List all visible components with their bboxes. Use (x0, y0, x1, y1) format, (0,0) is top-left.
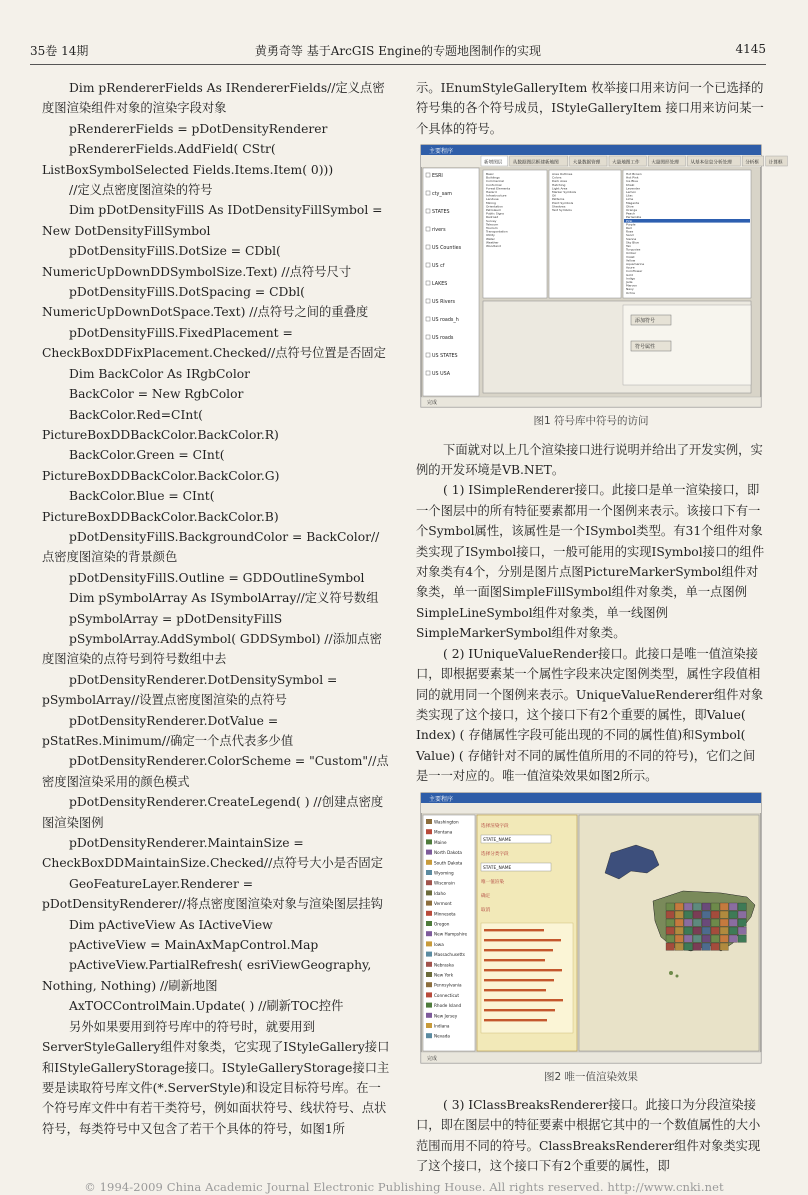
list-entry: Patterns (552, 197, 565, 202)
list-entry: Hot Brown (626, 172, 642, 177)
map-state (711, 903, 719, 910)
figure-1-caption: 图1 符号库中符号的访问 (533, 415, 649, 428)
list-entry: Petroleum (486, 208, 502, 213)
legend-label: Washington (434, 819, 459, 825)
tab-label: 新增图层 (484, 160, 503, 166)
list-entry: Tourism (486, 226, 498, 231)
legend-label: Montana (434, 829, 453, 835)
legend-label: Massachusetts (434, 951, 465, 957)
code-line: pDotDensityFillS.DotSize = CDbl( NumericUpDownDDSymbolSize.Text) //点符号尺寸 (42, 244, 352, 279)
list-entry: Railroad (486, 215, 499, 220)
map-state (666, 919, 674, 926)
tab-strip (421, 803, 761, 813)
info-line (484, 989, 546, 991)
code-line: Dim pRendererFields As IRendererFields//定义点密度图渲染组件对象的渲染字段对象 (42, 81, 385, 116)
map-state (666, 943, 674, 950)
body-paragraph: ( 2) IUniqueValueRender接口。此接口是唯一值渲染接口，即根据要素某一个属性字段来决定图例类型，属性字段值相同的就用同一个图例来表示。UniqueValueRenderer组件对象类实现了这个接口，这个接口下有2个重要的属性，即Value( Index) ( 存储属性字段可能出现的不同的属性值)和Symbol( Value) ( 存储针对不同的属性值所用的不同的符号)，它们之间是一一对应的。唯一值渲染效果如图2所示。 (416, 646, 764, 784)
info-line (484, 999, 563, 1001)
map-state (738, 903, 746, 910)
legend-label: Vermont (434, 900, 452, 906)
legend-swatch (426, 992, 432, 997)
title-bar (421, 793, 761, 803)
tab-label: 计算框 (768, 160, 783, 166)
map-state (693, 943, 701, 950)
legend-swatch (426, 839, 432, 844)
map-state (693, 903, 701, 910)
code-line: pActiveView = MainAxMapControl.Map (69, 938, 319, 953)
tab-label: 大量图形处理 (651, 160, 679, 166)
checkbox-icon (426, 173, 430, 177)
legend-swatch (426, 1002, 432, 1007)
dialog-label: 选择渲染字段 (481, 823, 509, 829)
info-line (484, 929, 544, 931)
map-state (711, 943, 719, 950)
list-entry: Olive (626, 204, 634, 209)
list-entry: Khaki (626, 183, 635, 188)
list-entry: Transportation (486, 229, 508, 234)
legend-label: Minnesota (434, 910, 456, 916)
tree-item: US STATES (432, 354, 458, 360)
map-state (684, 935, 692, 942)
tree-item: US Counties (432, 246, 462, 252)
code-line: BackColor.Red=CInt( PictureBoxDDBackColor.BackColor.R) (42, 407, 279, 442)
map-state (729, 935, 737, 942)
list-entry: Sienna (626, 237, 637, 242)
list-entry: Infrastructure (486, 193, 507, 198)
legend-swatch (426, 910, 432, 915)
map-state (702, 935, 710, 942)
checkbox-icon (426, 299, 430, 303)
legend-swatch (426, 819, 432, 824)
list-entry: Purple (626, 222, 636, 227)
legend-swatch (426, 900, 432, 905)
map-state (666, 927, 674, 934)
list-entry: Violet (626, 255, 635, 260)
right-column (416, 78, 783, 1177)
code-line: GeoFeatureLayer.Renderer = pDotDensityRenderer//将点密度图渲染对象与渲染图层挂钩 (42, 876, 383, 912)
tab-label: 大量地图工作 (612, 160, 640, 166)
tree-item: US roads_h (432, 318, 459, 324)
code-line: pDotDensityFillS.FixedPlacement = CheckBoxDDFixPlacement.Checked//点符号位置是否固定 (42, 325, 386, 361)
code-line: Dim pActiveView As IActiveView (69, 917, 273, 932)
code-line: pSymbolArray.AddSymbol( GDDSymbol) //添加点密度图渲染的点符号到符号数组中去 (42, 631, 382, 667)
code-line: AxTOCControlMain.Update( ) //刷新TOC控件 (69, 999, 344, 1014)
map-state (711, 919, 719, 926)
map-state (738, 911, 746, 918)
window-title: 主要程序 (429, 148, 454, 156)
list-entry: Forest Elements (486, 186, 511, 191)
code-line: BackColor = New RgbColor (69, 387, 244, 402)
legend-swatch (426, 880, 432, 885)
dialog-label: 取消 (481, 907, 491, 913)
figure-1-screenshot (421, 145, 783, 407)
legend-label: North Dakota (434, 849, 462, 855)
legend-swatch (426, 1012, 432, 1017)
status-bar (421, 1052, 761, 1063)
map-state (702, 919, 710, 926)
status-text: 完成 (427, 400, 438, 407)
button-label: 添加符号 (635, 318, 656, 325)
map-state (675, 935, 683, 942)
list-entry: Periwinkle (626, 215, 642, 220)
legend-swatch (426, 982, 432, 987)
legend-label: Oregon (434, 921, 450, 927)
code-line: pSymbolArray = pDotDensityFillS (69, 611, 283, 626)
map-state (720, 903, 728, 910)
code-line: pDotDensityRenderer.MaintainSize = CheckBoxDDMaintainSize.Checked//点符号大小是否固定 (42, 836, 384, 871)
map-state (720, 935, 728, 942)
code-line: pDotDensityRenderer.DotValue = pStatRes.Minimum//确定一个点代表多少值 (42, 713, 294, 748)
list-entry: Colors (552, 175, 562, 180)
list-entry: Commercial (486, 179, 504, 184)
info-line (484, 959, 545, 961)
legend-swatch (426, 951, 432, 956)
map-state (702, 903, 710, 910)
legend-swatch (426, 890, 432, 895)
body-paragraph: 另外如果要用到符号库中的符号时，就要用到ServerStyleGallery组件对象类，它实现了IStyleGallery接口和IStyleGalleryStorage接口。IStyleGalleryStorage接口主要是读取符号库文件(*.ServerStyle)和设定目标符号库。在一个符号库文件中有若干类符号，例如面状符号、线状符号、点状符号，每类符号中又包含了若干个具体的符号，如图1所 (42, 1019, 390, 1136)
legend-label: Rhode Island (434, 1002, 462, 1008)
legend-label: Connecticut (434, 992, 460, 998)
list-entry: Ice Blue (626, 179, 638, 184)
code-line: //定义点密度图渲染的符号 (69, 183, 213, 198)
map-state (675, 919, 683, 926)
list-entry: Indigo (626, 276, 636, 281)
map-state (720, 943, 728, 950)
checkbox-icon (426, 263, 430, 267)
legend-label: Idaho (434, 890, 446, 896)
legend-label: Nebraska (434, 961, 454, 967)
tree-item: rivers (432, 228, 446, 234)
legend-label: Wyoming (434, 870, 454, 876)
tab-label: 从基本信息分析处理 (690, 160, 732, 166)
window-title: 主要程序 (429, 795, 454, 803)
page-header (30, 42, 766, 62)
checkbox-icon (426, 371, 430, 375)
list-entry: Landuse (486, 197, 499, 202)
map-state (666, 935, 674, 942)
list-entry: Public Signs (486, 211, 504, 216)
body-paragraph: 下面就对以上几个渲染接口进行说明并给出了开发实例，实例的开发环境是VB.NET。 (416, 442, 763, 478)
list-entry: Navy (626, 287, 634, 292)
header-rule (30, 64, 766, 65)
map-state (666, 911, 674, 918)
map-state (675, 911, 683, 918)
legend-label: New York (434, 972, 454, 978)
info-line (484, 1009, 555, 1011)
info-line (484, 979, 554, 981)
list-entry: Orange (626, 208, 638, 213)
map-state (702, 911, 710, 918)
right-column-middle (416, 440, 766, 787)
legend-swatch (426, 941, 432, 946)
tree-item: US Rivers (432, 300, 456, 306)
body-paragraph: ( 3) IClassBreaksRenderer接口。此接口为分段渲染接口，即在图层中的特征要素中根据它其中的一个数值属性的大小范围而用不同的符号。ClassBreaksRenderer组件对象类实现了这个接口，这个接口下有2个重要的属性，即 (416, 1097, 761, 1174)
right-column-bottom (416, 1095, 766, 1177)
tab-label: 从数据图层框建新地图 (512, 160, 559, 166)
legend-swatch (426, 961, 432, 966)
info-line (484, 939, 561, 941)
map-state (729, 919, 737, 926)
list-entry: Light Area (552, 186, 568, 191)
map-state (720, 911, 728, 918)
list-entry: Dark Area (552, 179, 567, 184)
list-entry: Basic (486, 172, 494, 177)
checkbox-icon (426, 281, 430, 285)
list-entry: Lavender (626, 186, 641, 191)
info-line (484, 1019, 547, 1021)
legend-label: Iowa (434, 941, 444, 947)
tree-item: US cf (432, 264, 445, 270)
list-entry: Ochre (626, 291, 635, 296)
list-entry: Water (486, 237, 495, 242)
tree-item: ESRI (432, 174, 443, 180)
list-entry: Orientation (486, 204, 503, 209)
info-line (484, 969, 562, 971)
symbol-list (623, 170, 751, 298)
list-entry: Marker Symbols (552, 190, 577, 195)
title-bar (421, 145, 761, 155)
list-entry: Lime (626, 197, 634, 202)
list-entry: Lemon (626, 190, 637, 195)
list-entry: Area Outlines (552, 172, 573, 177)
list-entry: Gold (626, 273, 633, 278)
list-entry: Sand (626, 233, 634, 238)
map-state (729, 903, 737, 910)
list-entry: Telecom (486, 222, 499, 227)
button-label: 符号属性 (635, 344, 656, 351)
code-line: Dim pSymbolArray As ISymbolArray//定义符号数组 (69, 591, 379, 606)
tree-item: cty_sam (432, 192, 452, 198)
code-line: pDotDensityRenderer.CreateLegend( ) //创建点密度图渲染图例 (42, 795, 384, 830)
figure-2-screenshot (421, 793, 761, 1063)
map-state (684, 927, 692, 934)
code-line: BackColor.Green = CInt( PictureBoxDDBackColor.BackColor.G) (42, 448, 280, 483)
legend-label: New Hampshire (434, 931, 468, 937)
list-entry: Buildings (486, 175, 500, 180)
selected-row (624, 219, 750, 223)
legend-label: Nevada (434, 1033, 450, 1039)
list-entry: Tan (626, 244, 632, 249)
map-state (720, 927, 728, 934)
map-state (693, 911, 701, 918)
code-line: BackColor.Blue = CInt( PictureBoxDDBackColor.BackColor.B) (42, 489, 279, 524)
map-state (684, 903, 692, 910)
map-state (711, 935, 719, 942)
tree-item: US roads (432, 336, 454, 342)
list-entry: Aquamarine (626, 262, 645, 267)
legend-swatch (426, 1033, 432, 1038)
legend-label: Pennsylvania (434, 982, 462, 988)
map-state (684, 943, 692, 950)
dialog-label: 唯一值渲染 (481, 879, 504, 885)
body-paragraph: ( 1) ISimpleRenderer接口。此接口是单一渲染接口，即一个图层中的所有特征要素都用一个图例来表示。该接口下有一个Symbol属性，该属性是一个ISymbol类型。有31个组件对象类实现了ISymbol接口，一般可能用的实现ISymbol接口的组件对象类有4个，分别是图片点图PictureMarkerSymbol组件对象类，单一面图SimpleFillSymbol组件对象类，单一点图例SimpleLineSymbol组件对象类，单一线图例SimpleMarkerSymbol组件对象类。 (416, 483, 765, 641)
dialog-label: 确定 (481, 893, 491, 899)
list-entry: Red (626, 226, 632, 231)
right-column-top (416, 78, 766, 139)
tree-item: US USA (432, 372, 451, 378)
list-entry: Hazard (486, 190, 497, 195)
tree-item: LAKES (432, 282, 448, 288)
list-entry: Hot Pink (626, 175, 639, 180)
map-state (729, 911, 737, 918)
legend-label: South Dakota (434, 859, 463, 865)
list-entry: Cornflower (626, 269, 643, 274)
map-state (693, 935, 701, 942)
list-entry: Jade (626, 280, 633, 285)
code-line: Dim pDotDensityFillS As IDotDensityFillSymbol = New DotDensityFillSymbol (42, 203, 383, 238)
checkbox-icon (426, 191, 430, 195)
list-entry: Woodland (486, 244, 501, 249)
map-state (684, 911, 692, 918)
list-entry: Utility (486, 233, 495, 238)
map-state (693, 919, 701, 926)
status-text: 完成 (427, 1055, 438, 1062)
copyright-footer: © 1994-2009 China Academic Journal Electronic Publishing House. All rights reserved. http://www.cnki.net (84, 1180, 724, 1194)
journal-volume: 35卷 14期 (30, 44, 89, 58)
legend-swatch (426, 972, 432, 977)
figure-2-caption: 图2 唯一值渲染效果 (543, 1070, 639, 1083)
map-state (738, 919, 746, 926)
select-value: STATE_NAME (483, 837, 512, 843)
legend-swatch (426, 829, 432, 834)
page-number: 4145 (735, 42, 766, 56)
list-entry: Pink (626, 219, 633, 224)
legend-label: New Jersey (434, 1012, 458, 1018)
legend-swatch (426, 1023, 432, 1028)
code-line: pDotDensityRenderer.DotDensitySymbol = pSymbolArray//设置点密度图渲染的点符号 (42, 672, 338, 708)
map-state (675, 927, 683, 934)
list-entry: Mining (486, 201, 496, 206)
list-entry: Sky Blue (626, 240, 639, 245)
list-entry: Maroon (626, 283, 638, 288)
legend-swatch (426, 921, 432, 926)
list-entry: Survey (486, 219, 497, 224)
list-entry: Lilac (626, 193, 633, 198)
map-hawaii (676, 974, 679, 977)
info-line (484, 949, 553, 951)
figure-1 (416, 145, 783, 431)
map-state (720, 919, 728, 926)
map-state (666, 903, 674, 910)
code-line: pDotDensityFillS.BackgroundColor = BackColor//点密度图渲染的背景颜色 (42, 529, 380, 565)
map-state (702, 943, 710, 950)
list-entry: Rose (626, 229, 634, 234)
map-state (738, 927, 746, 934)
map-state (693, 927, 701, 934)
list-entry: Peach (626, 211, 635, 216)
map-hawaii (669, 971, 673, 975)
dialog-label: 选择分类字段 (481, 851, 509, 857)
list-entry: Umber (626, 251, 637, 256)
list-entry: Turquoise (626, 247, 641, 252)
map-state (738, 935, 746, 942)
map-state (675, 943, 683, 950)
tab-label: 分析框 (745, 160, 759, 166)
code-line: pRendererFields.AddField( CStr( ListBoxSymbolSelected Fields.Items.Item( 0))) (42, 142, 334, 177)
checkbox-icon (426, 209, 430, 213)
checkbox-icon (426, 227, 430, 231)
list-entry: Azure (626, 265, 635, 270)
map-state (729, 927, 737, 934)
list-entry: Conformal (486, 183, 502, 188)
map-state (711, 911, 719, 918)
map-state (684, 919, 692, 926)
legend-label: Indiana (434, 1023, 450, 1029)
code-line: pDotDensityFillS.Outline = GDDOutlineSymbol (69, 570, 365, 585)
checkbox-icon (426, 353, 430, 357)
figure-2 (416, 793, 766, 1087)
list-entry: Hatching (552, 183, 566, 188)
checkbox-icon (426, 335, 430, 339)
left-column (42, 78, 390, 1139)
legend-swatch (426, 849, 432, 854)
code-line: pActiveView.PartialRefresh( esriViewGeography, Nothing, Nothing) //刷新地图 (42, 958, 372, 993)
legend-swatch (426, 931, 432, 936)
map-state (702, 927, 710, 934)
list-entry: Text Symbols (552, 208, 572, 213)
list-entry: Weather (486, 240, 499, 245)
select-value: STATE_NAME (483, 865, 512, 871)
legend-label: Wisconsin (434, 880, 455, 886)
list-entry: Shadows (552, 204, 566, 209)
map-state (711, 927, 719, 934)
code-line: pDotDensityRenderer.ColorScheme = "Custom"//点密度图渲染采用的颜色模式 (42, 754, 389, 789)
list-entry: Oil (552, 193, 557, 198)
checkbox-icon (426, 245, 430, 249)
tree-item: STATES (432, 210, 450, 216)
body-paragraph: 示。IEnumStyleGalleryItem 枚举接口用来访问一个已选择的符号集的各个符号成员，IStyleGalleryItem 接口用来访问某一个具体的符号。 (416, 81, 764, 136)
status-bar (421, 397, 761, 407)
running-title: 黄勇奇等 基于ArcGIS Engine的专题地图制作的实现 (254, 44, 542, 58)
list-entry: Point Symbols (552, 201, 574, 206)
code-line: pRendererFields = pDotDensityRenderer (69, 121, 328, 136)
list-entry: Magenta (626, 201, 640, 206)
checkbox-icon (426, 317, 430, 321)
list-entry: Yellow (626, 258, 636, 263)
legend-swatch (426, 870, 432, 875)
code-line: pDotDensityFillS.DotSpacing = CDbl( NumericUpDownDotSpace.Text) //点符号之间的重叠度 (42, 285, 369, 320)
map-state (675, 903, 683, 910)
code-line: Dim BackColor As IRgbColor (69, 366, 251, 381)
legend-swatch (426, 859, 432, 864)
tab-label: 大量数据管理 (572, 160, 601, 166)
legend-label: Maine (434, 839, 447, 845)
